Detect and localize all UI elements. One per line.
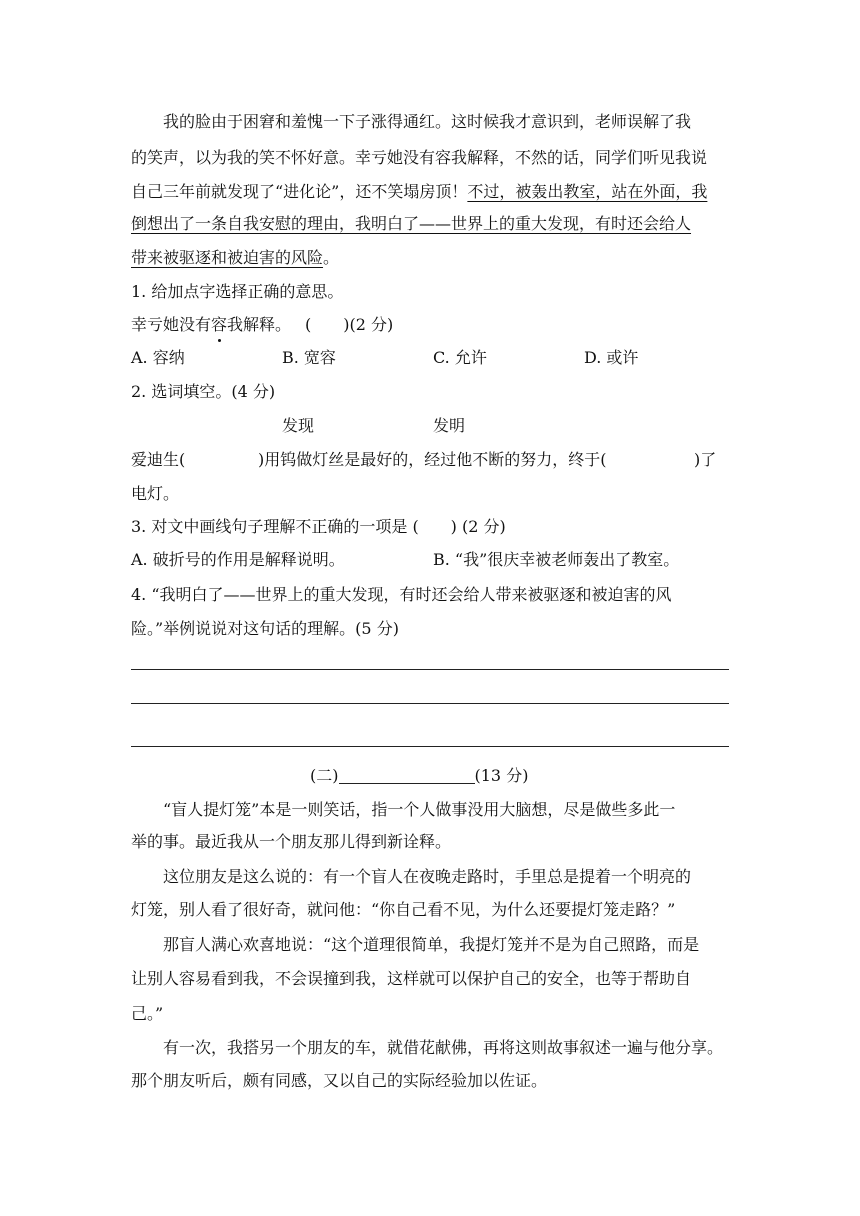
passage2-line-3: 这位朋友是这么说的：有一个盲人在夜晚走路时，手里总是提着一个明亮的	[163, 867, 692, 886]
section2-label: (二)	[310, 766, 339, 785]
q2-line-1c: )了	[694, 450, 717, 469]
q3-option-b: B. “我”很庆幸被老师轰出了教室。	[433, 550, 680, 569]
q2-word-2: 发明	[433, 416, 466, 435]
passage2-line-5: 那盲人满心欢喜地说：“这个道理很简单，我提灯笼并不是为自己照路，而是	[163, 935, 700, 954]
q3-option-a: A. 破折号的作用是解释说明。	[131, 550, 345, 569]
passage2-line-2: 举的事。最近我从一个朋友那儿得到新诠释。	[131, 832, 452, 851]
passage2-line-7: 己。”	[131, 1004, 164, 1023]
passage1-line-3	[131, 180, 731, 204]
q2-stem: 2. 选词填空。(4 分)	[131, 382, 276, 401]
passage1-line-3-text: 自己三年前就发现了“进化论”，还不笑塌房顶！	[131, 182, 468, 201]
passage2-line-9: 那个朋友听后，颇有同感，又以自己的实际经验加以佐证。	[131, 1071, 548, 1090]
q1-sentence-after: 我解释。	[227, 315, 292, 334]
q1-sentence	[131, 313, 731, 337]
answer-line-3[interactable]	[131, 746, 729, 747]
q2-line-1a: 爱迪生(	[131, 450, 186, 469]
passage2-line-1: “盲人提灯笼”本是一则笑话，指一个人做事没用大脑想，尽是做些多此一	[163, 800, 676, 819]
passage2-line-4: 灯笼，别人看了很好奇，就问他：“你自己看不见，为什么还要提灯笼走路？”	[131, 900, 676, 919]
underlined-sentence-part-3: 带来被驱逐和被迫害的风险	[131, 248, 324, 267]
q1-option-b: B. 宽容	[282, 348, 336, 367]
passage1-line-2: 的笑声，以为我的笑不怀好意。幸亏她没有容我解释，不然的话，同学们听见我说	[131, 148, 708, 167]
q2-line-2: 电灯。	[131, 484, 180, 503]
q2-word-1: 发现	[282, 416, 315, 435]
passage1-line-5	[131, 246, 731, 270]
underlined-sentence-part-1: 不过，被轰出教室，站在外面，我	[467, 182, 708, 201]
q1-stem: 1. 给加点字选择正确的意思。	[131, 282, 344, 301]
answer-line-2[interactable]	[131, 703, 729, 704]
section2-header	[310, 764, 528, 788]
q1-score: (2 分)	[349, 315, 394, 334]
q2-line-1b: )用钨做灯丝是最好的，经过他不断的努力，终于(	[258, 450, 607, 469]
q1-answer-blank[interactable]: ( )	[305, 315, 350, 334]
section2-score: (13 分)	[474, 766, 529, 785]
underlined-sentence-part-2: 倒想出了一条自我安慰的理由，我明白了——世界上的重大发现，有时还会给人	[131, 214, 692, 233]
passage2-line-8: 有一次，我搭另一个朋友的车，就借花献佛，再将这则故事叙述一遍与他分享。	[163, 1038, 724, 1057]
passage1-line-1: 我的脸由于困窘和羞愧一下子涨得通红。这时候我才意识到，老师误解了我	[163, 112, 692, 131]
q1-option-a: A. 容纳	[131, 348, 185, 367]
q1-option-c: C. 允许	[433, 348, 487, 367]
section2-title-blank[interactable]	[339, 765, 475, 784]
passage1-line-4	[131, 212, 731, 236]
passage2-line-6: 让别人容易看到我，不会误撞到我，这样就可以保护自己的安全，也等于帮助自	[131, 969, 692, 988]
q1-option-d: D. 或许	[584, 348, 639, 367]
q4-line-2: 险。”举例说说对这句话的理解。(5 分)	[131, 619, 399, 638]
q4-line-1: 4. “我明白了——世界上的重大发现，有时还会给人带来被驱逐和被迫害的风	[131, 585, 672, 604]
answer-line-1[interactable]	[131, 669, 729, 670]
q3-stem: 3. 对文中画线句子理解不正确的一项是 ( ) (2 分)	[131, 517, 506, 536]
q1-dotted-char: 容	[211, 313, 227, 337]
passage1-line-5-end: 。	[323, 248, 340, 267]
q1-sentence-before: 幸亏她没有	[131, 315, 212, 334]
